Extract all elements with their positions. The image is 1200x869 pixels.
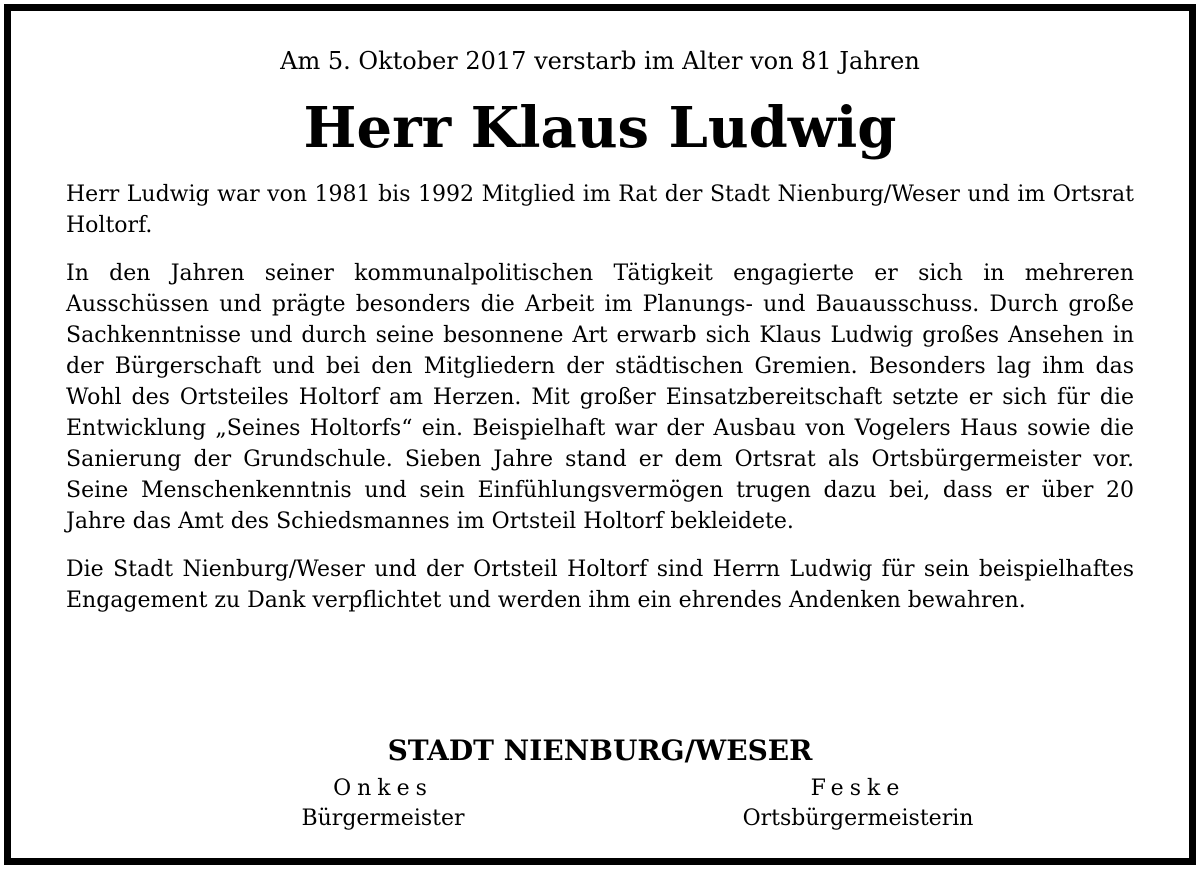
deceased-name-heading: Herr Klaus Ludwig (303, 95, 897, 161)
signatory-title: Bürgermeister (301, 806, 465, 831)
signature-block-mayor (203, 774, 563, 834)
signatory-title: Ortsbürgermeisterin (742, 806, 974, 831)
obituary-body (66, 179, 1134, 633)
signatory-name: Feske (810, 776, 906, 801)
death-announcement-line: Am 5. Oktober 2017 verstarb im Alter von 81 Jahren (280, 47, 920, 75)
signature-block-local-mayor (678, 774, 1038, 834)
obituary-notice-frame (4, 4, 1196, 865)
paragraph-gratitude: Die Stadt Nienburg/Weser und der Ortsteil Holtorf sind Herrn Ludwig für sein beispielhaftes Engagement zu Dank verpflichtet und werden ihm ein ehrendes Andenken bewahren. (66, 557, 1134, 613)
signatory-name: Onkes (333, 776, 433, 801)
paragraph-political-career: In den Jahren seiner kommunalpolitischen Tätigkeit engagierte er sich in mehreren Ausschüssen und prägte besonders die Arbeit im Planungs- und Bauausschuss. Durch große Sachkenntnisse und durch seine besonnene Art erwarb sich Klaus Ludwig großes Ansehen in der Bürgerschaft und bei den Mitgliedern der städtischen Gremien. Besonders lag ihm das Wohl des Ortsteiles Holtorf am Herzen. Mit großer Einsatzbereitschaft setzte er sich für die Entwicklung „Seines Holtorfs“ ein. Beispielhaft war der Ausbau von Vogelers Haus sowie die Sanierung der Grundschule. Sieben Jahre stand er dem Ortsrat als Ortsbürgermeister vor. Seine Menschenkenntnis und sein Einfühlungsvermögen trugen dazu bei, dass er über 20 Jahre das Amt des Schiedsmannes im Ortsteil Holtorf bekleidete. (66, 261, 1134, 534)
issuing-organization: STADT NIENBURG/WESER (387, 734, 813, 767)
paragraph-council-membership: Herr Ludwig war von 1981 bis 1992 Mitglied im Rat der Stadt Nienburg/Weser und im Ortsrat Holtorf. (66, 182, 1134, 238)
